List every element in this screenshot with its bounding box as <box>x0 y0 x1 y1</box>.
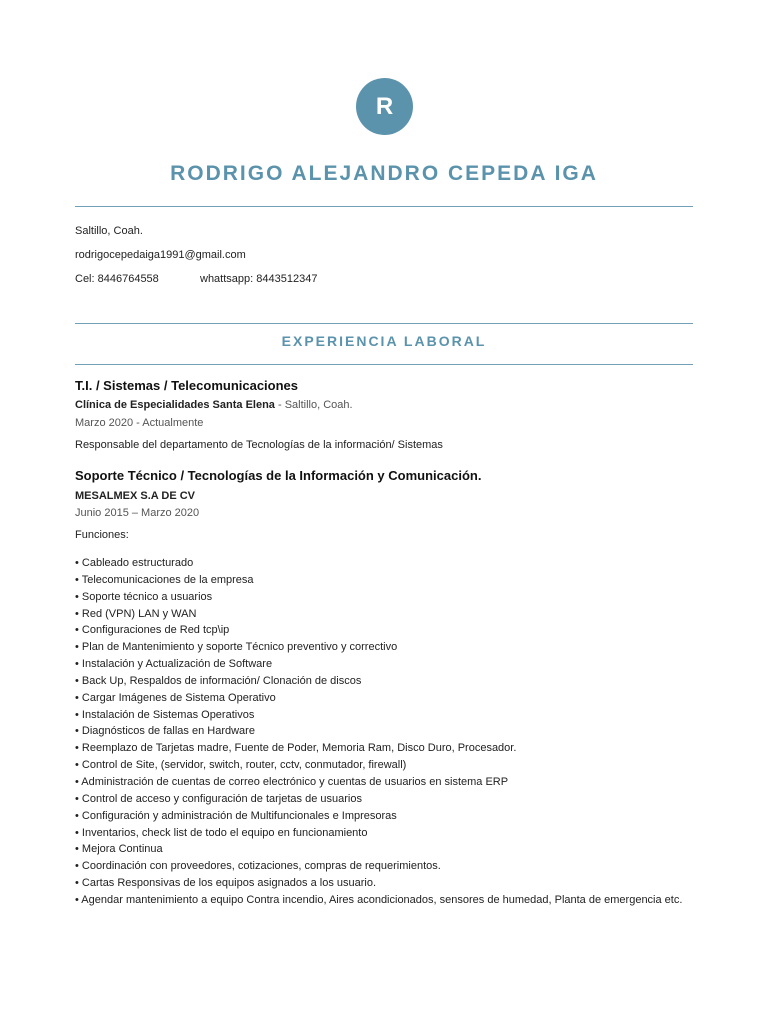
job-description: Responsable del departamento de Tecnologías de la información/ Sistemas <box>75 439 443 451</box>
list-item: • Configuraciones de Red tcp\ip <box>75 624 230 637</box>
list-item: • Control de acceso y configuración de tarjetas de usuarios <box>75 792 362 805</box>
list-item: • Configuración y administración de Multifuncionales e Impresoras <box>75 809 397 822</box>
list-item: • Telecomunicaciones de la empresa <box>75 573 254 586</box>
functions-label: Funciones: <box>75 529 129 541</box>
list-item: • Reemplazo de Tarjetas madre, Fuente de Poder, Memoria Ram, Disco Duro, Procesador. <box>75 742 517 755</box>
section-title-experience: EXPERIENCIA LABORAL <box>281 333 487 349</box>
job-company <box>75 490 195 502</box>
company-location: - Saltillo, Coah. <box>274 399 353 411</box>
company-name: MESALMEX S.A DE CV <box>75 490 195 502</box>
avatar-initial: R <box>375 92 394 120</box>
contact-phone: Cel: 8446764558 <box>75 273 159 285</box>
list-item: • Instalación y Actualización de Software <box>75 658 273 671</box>
list-item: • Plan de Mantenimiento y soporte Técnico preventivo y correctivo <box>75 641 398 654</box>
job-title: Soporte Técnico / Tecnologías de la Información y Comunicación. <box>75 468 482 483</box>
divider <box>75 206 693 207</box>
list-item: • Soporte técnico a usuarios <box>75 590 213 603</box>
job-title: T.I. / Sistemas / Telecomunicaciones <box>75 378 299 393</box>
contact-email: rodrigocepedaiga1991@gmail.com <box>75 249 246 261</box>
list-item: • Mejora Continua <box>75 843 163 856</box>
list-item: • Cableado estructurado <box>75 557 194 569</box>
list-item: • Red (VPN) LAN y WAN <box>75 607 197 620</box>
list-item: • Agendar mantenimiento a equipo Contra incendio, Aires acondicionados, sensores de humedad, Planta de emergencia etc. <box>75 893 683 906</box>
job-dates: Junio 2015 – Marzo 2020 <box>75 507 200 519</box>
list-item: • Diagnósticos de fallas en Hardware <box>75 725 255 738</box>
divider <box>75 323 693 324</box>
list-item: • Back Up, Respaldos de información/ Clonación de discos <box>75 674 362 687</box>
list-item: • Cargar Imágenes de Sistema Operativo <box>75 691 276 704</box>
list-item: • Coordinación con proveedores, cotizaciones, compras de requerimientos. <box>75 860 441 873</box>
job-company <box>75 399 353 411</box>
divider <box>75 364 693 365</box>
list-item: • Instalación de Sistemas Operativos <box>75 708 255 721</box>
contact-whatsapp: whattsapp: 8443512347 <box>200 273 318 285</box>
avatar <box>356 78 413 135</box>
contact-phones <box>75 273 318 285</box>
company-name: Clínica de Especialidades Santa Elena <box>75 399 275 411</box>
list-item: • Administración de cuentas de correo electrónico y cuentas de usuarios en sistema ERP <box>75 775 509 788</box>
list-item: • Cartas Responsivas de los equipos asignados a los usuario. <box>75 877 377 890</box>
job-dates: Marzo 2020 - Actualmente <box>75 417 204 429</box>
contact-location: Saltillo, Coah. <box>75 225 143 237</box>
list-item: • Control de Site, (servidor, switch, router, cctv, conmutador, firewall) <box>75 759 407 772</box>
functions-list <box>75 555 687 909</box>
candidate-name: RODRIGO ALEJANDRO CEPEDA IGA <box>170 162 598 185</box>
list-item: • Inventarios, check list de todo el equipo en funcionamiento <box>75 826 368 839</box>
